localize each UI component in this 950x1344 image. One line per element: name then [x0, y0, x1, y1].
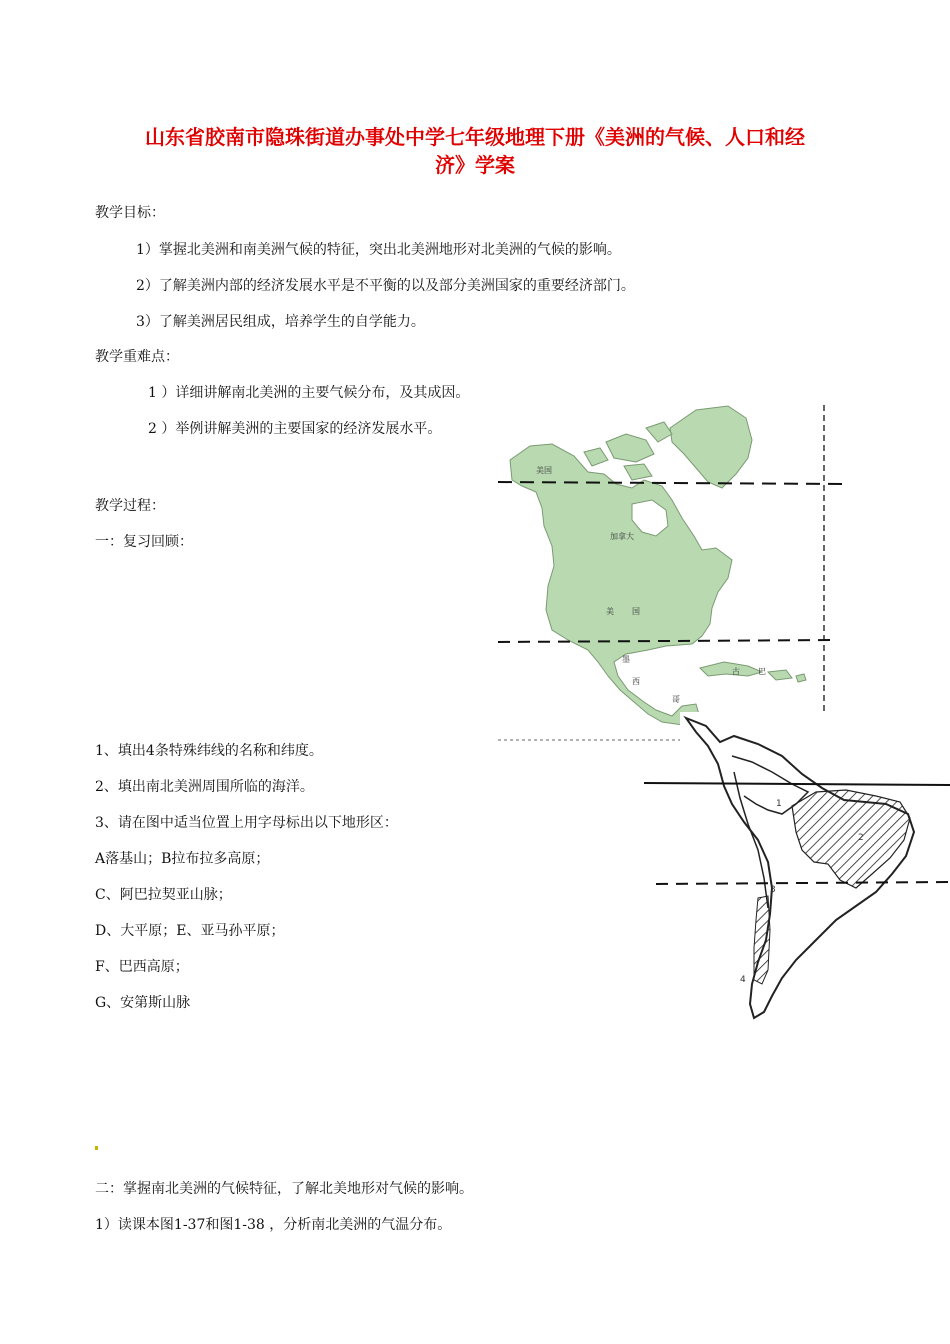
label-mexico-2: 西	[632, 677, 640, 686]
label-region-3: 3	[770, 885, 776, 895]
label-us-1: 美	[606, 607, 614, 616]
label-region-1: 1	[776, 799, 782, 809]
document-title-line2: 济》学案	[435, 153, 515, 177]
key-points-heading: 教学重难点：	[95, 349, 179, 365]
goals-heading: 教学目标：	[95, 205, 165, 221]
section2-heading: 二：掌握南北美洲的气候特征，了解北美地形对气候的影响。	[95, 1181, 473, 1197]
task-item: G、安第斯山脉	[95, 995, 191, 1011]
label-mexico-3: 哥	[672, 695, 680, 704]
goal-item: 2）了解美洲内部的经济发展水平是不平衡的以及部分美洲国家的重要经济部门。	[136, 278, 635, 294]
review-heading: 一：复习回顾：	[95, 534, 193, 550]
label-region-2: 2	[858, 833, 864, 843]
key-point-item: 2 ）举例讲解美洲的主要国家的经济发展水平。	[148, 421, 442, 437]
stray-mark	[95, 1146, 98, 1150]
latitude-line-tropic-cancer	[498, 640, 838, 642]
north-america-landmass	[510, 444, 732, 726]
task-item: D、大平原；E、亚马孙平原；	[95, 923, 285, 939]
americas-map	[496, 400, 950, 1030]
section2-item: 1）读课本图1-37和图1-38 ，分析南北美洲的气温分布。	[95, 1217, 452, 1233]
label-us-alaska: 美国	[536, 466, 552, 475]
process-heading: 教学过程：	[95, 498, 165, 514]
label-cuba-1: 古	[732, 667, 740, 676]
key-point-item: 1 ）详细讲解南北美洲的主要气候分布，及其成因。	[148, 385, 470, 401]
goal-item: 3）了解美洲居民组成，培养学生的自学能力。	[136, 314, 425, 330]
label-region-4: 4	[740, 975, 746, 985]
caribbean-islands	[700, 662, 806, 682]
label-canada: 加拿大	[610, 532, 634, 541]
label-cuba-2: 巴	[758, 667, 766, 676]
document-title-line1: 山东省胶南市隐珠街道办事处中学七年级地理下册《美洲的气候、人口和经	[145, 125, 805, 149]
task-item: C、阿巴拉契亚山脉；	[95, 887, 232, 903]
task-item: 2、填出南北美洲周围所临的海洋。	[95, 779, 314, 795]
task-item: 3、请在图中适当位置上用字母标出以下地形区：	[95, 815, 398, 831]
label-us-2: 国	[632, 607, 640, 616]
label-mexico-1: 墨	[622, 655, 630, 664]
task-item: A落基山；B拉布拉多高原；	[95, 851, 270, 867]
goal-item: 1）掌握北美洲和南美洲气候的特征，突出北美洲地形对北美洲的气候的影响。	[136, 242, 621, 258]
arctic-islands	[584, 422, 672, 480]
task-item: F、巴西高原；	[95, 959, 189, 975]
greenland-landmass	[670, 406, 752, 488]
task-item: 1、填出4条特殊纬线的名称和纬度。	[95, 743, 323, 759]
